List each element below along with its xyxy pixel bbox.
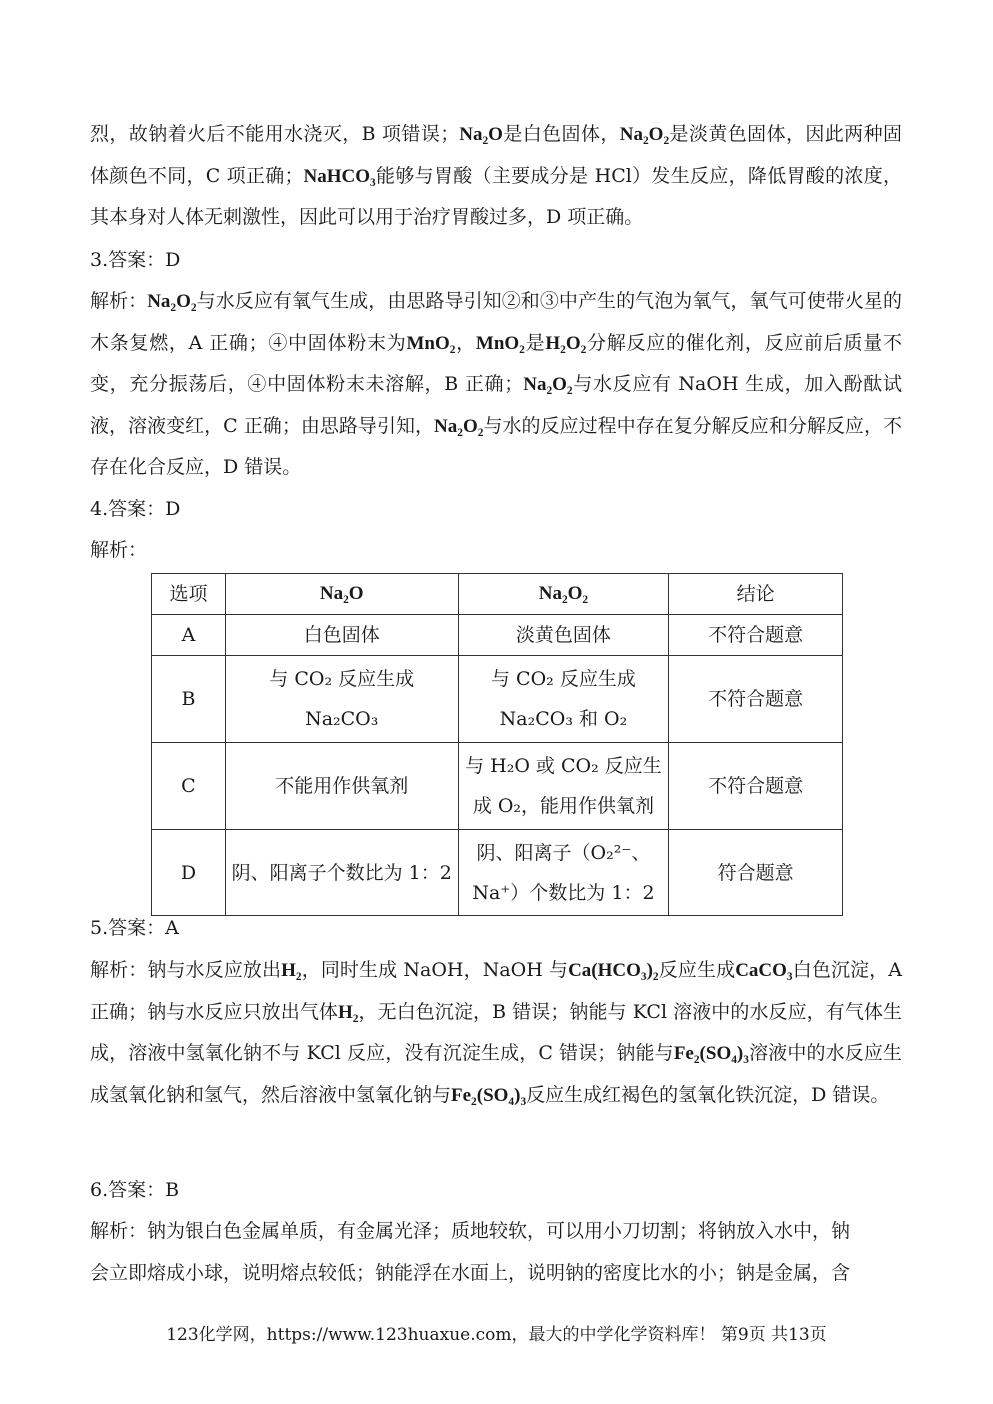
text-segment: 解析： <box>90 290 148 312</box>
header-cell: 结论 <box>669 574 843 615</box>
text-segment: 与水反应有 NaOH 生成，加入酚酞试液，溶液变红，C 正确；由思路导引知， <box>90 373 902 437</box>
formula-caco3: CaCO₃ <box>735 960 793 981</box>
text-segment: 是淡黄色固体，因此两种固体颜色不同，C 项正确； <box>90 123 902 187</box>
text-segment: 反应生成红褐色的氢氧化铁沉淀，D 错误。 <box>526 1083 890 1106</box>
analysis-q4-label: 解析： <box>90 539 148 561</box>
page-footer: 123化学网，https://www.123huaxue.com，最大的中学化学资料库！ 第9页 共13页 <box>166 1325 827 1345</box>
table-cell: D <box>152 830 226 916</box>
text-line: 解析：钠为银白色金属单质，有金属光泽；质地较软，可以用小刀切割；将钠放入水中，钠 <box>90 1220 851 1242</box>
formula-fe2-so4-3: Fe₂(SO₄)₃ <box>673 1043 749 1064</box>
text-segment: 白色沉淀，A 正确；钠与水反应只放出气体 <box>90 959 902 1023</box>
text-segment: 与水的反应过程中存在复分解反应和分解反应，不存在化合反应，D 错误。 <box>90 414 902 478</box>
table-cell: 不符合题意 <box>669 743 843 830</box>
formula-na2o: Na₂O <box>459 124 503 145</box>
header-cell: 选项 <box>152 574 226 615</box>
table-cell: 与 H₂O 或 CO₂ 反应生成 O₂，能用作供氧剂 <box>458 743 669 830</box>
table-row <box>152 656 843 743</box>
formula-h2: H₂ <box>338 1001 359 1023</box>
text-segment: 烈，故钠着火后不能用水浇灭，B 项错误； <box>90 123 460 145</box>
formula-ca-hco3-2: Ca(HCO₃)₂ <box>568 960 659 981</box>
table-cell: 不能用作供氧剂 <box>225 743 458 830</box>
table-header-row <box>152 574 843 615</box>
table-cell: 不符合题意 <box>669 656 843 743</box>
table-cell: B <box>152 656 226 743</box>
formula-na2o2: Na₂O₂ <box>147 291 197 312</box>
answer-q4: 4.答案：D <box>90 498 181 520</box>
formula-h2: H₂ <box>281 960 302 981</box>
table-cell: 淡黄色固体 <box>458 615 669 656</box>
formula-nahco3: NaHCO₃ <box>303 165 376 187</box>
text-segment: 与水反应有氧气生成，由思路导引知②和③中产生的气泡为氧气，氧气可使带火星的木条复燃，A 正确；④中固体粉末为 <box>90 290 902 354</box>
comparison-table <box>151 573 843 916</box>
analysis-q6 <box>90 1211 902 1294</box>
analysis-q5 <box>90 950 902 1116</box>
formula-mno2: MnO₂ <box>475 332 525 354</box>
table-cell: 阴、阳离子个数比为 1：2 <box>225 830 458 916</box>
table-row <box>152 830 843 916</box>
table-cell: 符合题意 <box>669 830 843 916</box>
table-cell: 与 CO₂ 反应生成 Na₂CO₃ <box>225 656 458 743</box>
answer-q3: 3.答案：D <box>90 249 181 271</box>
text-segment: 是 <box>524 331 546 354</box>
table-cell: 阴、阳离子（O₂²⁻、Na⁺）个数比为 1：2 <box>458 830 669 916</box>
formula-h2o2: H₂O₂ <box>545 332 587 354</box>
table-cell: 与 CO₂ 反应生成 Na₂CO₃ 和 O₂ <box>458 656 669 743</box>
text-segment: 解析：钠与水反应放出 <box>90 959 282 981</box>
text-segment: 溶液中的水反应生成氢氧化钠和氢气，然后溶液中氢氧化钠与 <box>90 1042 902 1106</box>
formula-na2o2: Na₂O₂ <box>434 415 484 437</box>
formula-na2o2: Na₂O₂ <box>523 374 573 395</box>
text-segment: ，同时生成 NaOH，NaOH 与 <box>301 959 569 981</box>
text-segment: 是白色固体， <box>502 123 620 145</box>
table-row <box>152 615 843 656</box>
formula-fe2-so4-3: Fe₂(SO₄)₃ <box>451 1084 527 1106</box>
analysis-q3 <box>90 281 902 489</box>
text-segment: ， <box>455 331 476 354</box>
table-cell: A <box>152 615 226 656</box>
header-cell: Na₂O <box>225 574 458 615</box>
table-cell: 白色固体 <box>225 615 458 656</box>
paragraph-q2-continuation <box>90 114 902 239</box>
table-row <box>152 743 843 830</box>
header-cell: Na₂O₂ <box>458 574 669 615</box>
table-cell: 不符合题意 <box>669 615 843 656</box>
text-segment: 反应生成 <box>658 959 736 981</box>
table-cell: C <box>152 743 226 830</box>
text-line: 会立即熔成小球，说明熔点较低；钠能浮在水面上，说明钠的密度比水的小；钠是金属，含 <box>90 1261 851 1284</box>
text-segment: 分解反应的催化剂，反应前后质量不变，充分振荡后，④中固体粉末未溶解，B 正确； <box>90 331 902 395</box>
answer-q6: 6.答案：B <box>90 1179 180 1201</box>
formula-mno2: MnO₂ <box>406 332 456 354</box>
answer-q5: 5.答案：A <box>90 917 179 939</box>
text-segment: ，无白色沉淀，B 错误；钠能与 KCl 溶液中的水反应，有气体生成，溶液中氢氧化钠不与 KCl 反应，没有沉淀生成，C 错误；钠能与 <box>90 1000 902 1064</box>
formula-na2o2: Na₂O₂ <box>619 124 670 145</box>
text-segment: 能够与胃酸（主要成分是 HCl）发生反应，降低胃酸的浓度，其本身对人体无刺激性，因此可以用于治疗胃酸过多，D 项正确。 <box>90 164 902 228</box>
